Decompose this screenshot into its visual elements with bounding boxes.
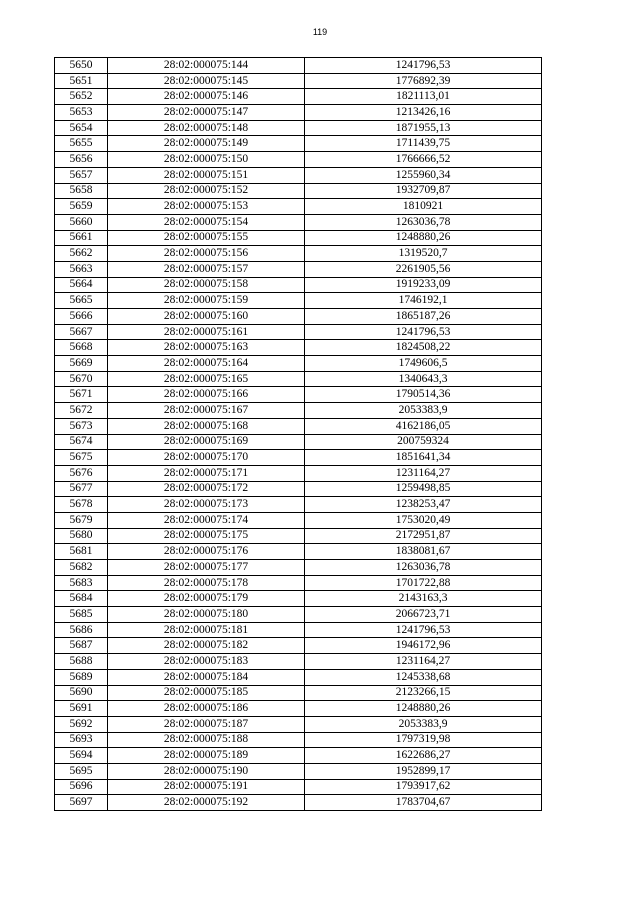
row-number-cell: 5673 bbox=[55, 418, 108, 434]
cadastral-number-cell: 28:02:000075:181 bbox=[108, 622, 305, 638]
table-row bbox=[55, 418, 542, 434]
cadastral-value-cell: 1622686,27 bbox=[305, 748, 542, 764]
cadastral-value-cell: 1824508,22 bbox=[305, 340, 542, 356]
cadastral-value-cell: 1797319,98 bbox=[305, 732, 542, 748]
cadastral-value-cell: 1821113,01 bbox=[305, 89, 542, 105]
cadastral-value-cell: 1241796,53 bbox=[305, 58, 542, 74]
cadastral-number-cell: 28:02:000075:170 bbox=[108, 450, 305, 466]
cadastral-number-cell: 28:02:000075:155 bbox=[108, 230, 305, 246]
table-row bbox=[55, 356, 542, 372]
row-number-cell: 5680 bbox=[55, 528, 108, 544]
cadastral-number-cell: 28:02:000075:171 bbox=[108, 465, 305, 481]
row-number-cell: 5692 bbox=[55, 716, 108, 732]
cadastral-value-cell: 2261905,56 bbox=[305, 261, 542, 277]
row-number-cell: 5661 bbox=[55, 230, 108, 246]
row-number-cell: 5690 bbox=[55, 685, 108, 701]
cadastral-value-cell: 1231164,27 bbox=[305, 654, 542, 670]
row-number-cell: 5674 bbox=[55, 434, 108, 450]
cadastral-number-cell: 28:02:000075:157 bbox=[108, 261, 305, 277]
table-row bbox=[55, 214, 542, 230]
cadastral-number-cell: 28:02:000075:167 bbox=[108, 403, 305, 419]
cadastral-value-cell: 1851641,34 bbox=[305, 450, 542, 466]
row-number-cell: 5653 bbox=[55, 105, 108, 121]
table-row bbox=[55, 622, 542, 638]
table-row bbox=[55, 309, 542, 325]
table-row bbox=[55, 58, 542, 74]
table-row bbox=[55, 167, 542, 183]
cadastral-value-cell: 1213426,16 bbox=[305, 105, 542, 121]
cadastral-value-cell: 1865187,26 bbox=[305, 309, 542, 325]
cadastral-number-cell: 28:02:000075:158 bbox=[108, 277, 305, 293]
table-row bbox=[55, 669, 542, 685]
cadastral-value-table bbox=[54, 57, 542, 811]
row-number-cell: 5651 bbox=[55, 73, 108, 89]
cadastral-value-cell: 1701722,88 bbox=[305, 575, 542, 591]
cadastral-value-cell: 1248880,26 bbox=[305, 230, 542, 246]
cadastral-number-cell: 28:02:000075:179 bbox=[108, 591, 305, 607]
table-row bbox=[55, 277, 542, 293]
row-number-cell: 5662 bbox=[55, 246, 108, 262]
cadastral-number-cell: 28:02:000075:188 bbox=[108, 732, 305, 748]
table-row bbox=[55, 246, 542, 262]
row-number-cell: 5693 bbox=[55, 732, 108, 748]
table-row bbox=[55, 120, 542, 136]
cadastral-number-cell: 28:02:000075:146 bbox=[108, 89, 305, 105]
table-row bbox=[55, 481, 542, 497]
row-number-cell: 5671 bbox=[55, 387, 108, 403]
row-number-cell: 5663 bbox=[55, 261, 108, 277]
table-row bbox=[55, 261, 542, 277]
row-number-cell: 5679 bbox=[55, 512, 108, 528]
row-number-cell: 5689 bbox=[55, 669, 108, 685]
cadastral-value-cell: 1749606,5 bbox=[305, 356, 542, 372]
row-number-cell: 5665 bbox=[55, 293, 108, 309]
row-number-cell: 5669 bbox=[55, 356, 108, 372]
cadastral-number-cell: 28:02:000075:169 bbox=[108, 434, 305, 450]
cadastral-number-cell: 28:02:000075:166 bbox=[108, 387, 305, 403]
table-body bbox=[55, 58, 542, 811]
row-number-cell: 5664 bbox=[55, 277, 108, 293]
row-number-cell: 5686 bbox=[55, 622, 108, 638]
cadastral-value-cell: 1952899,17 bbox=[305, 763, 542, 779]
cadastral-value-cell: 1932709,87 bbox=[305, 183, 542, 199]
row-number-cell: 5697 bbox=[55, 795, 108, 811]
cadastral-number-cell: 28:02:000075:183 bbox=[108, 654, 305, 670]
row-number-cell: 5668 bbox=[55, 340, 108, 356]
cadastral-value-cell: 1810921 bbox=[305, 199, 542, 215]
table-row bbox=[55, 293, 542, 309]
cadastral-value-cell: 2053383,9 bbox=[305, 716, 542, 732]
cadastral-number-cell: 28:02:000075:154 bbox=[108, 214, 305, 230]
table-row bbox=[55, 387, 542, 403]
cadastral-number-cell: 28:02:000075:185 bbox=[108, 685, 305, 701]
row-number-cell: 5659 bbox=[55, 199, 108, 215]
table-row bbox=[55, 371, 542, 387]
cadastral-number-cell: 28:02:000075:184 bbox=[108, 669, 305, 685]
cadastral-value-cell: 1263036,78 bbox=[305, 214, 542, 230]
table-row bbox=[55, 199, 542, 215]
row-number-cell: 5696 bbox=[55, 779, 108, 795]
cadastral-number-cell: 28:02:000075:163 bbox=[108, 340, 305, 356]
cadastral-number-cell: 28:02:000075:151 bbox=[108, 167, 305, 183]
table-row bbox=[55, 544, 542, 560]
row-number-cell: 5666 bbox=[55, 309, 108, 325]
cadastral-value-cell: 1793917,62 bbox=[305, 779, 542, 795]
row-number-cell: 5695 bbox=[55, 763, 108, 779]
table-row bbox=[55, 465, 542, 481]
row-number-cell: 5670 bbox=[55, 371, 108, 387]
cadastral-number-cell: 28:02:000075:175 bbox=[108, 528, 305, 544]
table-row bbox=[55, 732, 542, 748]
cadastral-value-cell: 1753020,49 bbox=[305, 512, 542, 528]
table-row bbox=[55, 748, 542, 764]
cadastral-value-cell: 1255960,34 bbox=[305, 167, 542, 183]
table-row bbox=[55, 716, 542, 732]
cadastral-value-cell: 1241796,53 bbox=[305, 324, 542, 340]
table-row bbox=[55, 450, 542, 466]
cadastral-value-cell: 1746192,1 bbox=[305, 293, 542, 309]
cadastral-number-cell: 28:02:000075:164 bbox=[108, 356, 305, 372]
cadastral-value-cell: 1319520,7 bbox=[305, 246, 542, 262]
cadastral-number-cell: 28:02:000075:192 bbox=[108, 795, 305, 811]
cadastral-number-cell: 28:02:000075:182 bbox=[108, 638, 305, 654]
cadastral-number-cell: 28:02:000075:148 bbox=[108, 120, 305, 136]
row-number-cell: 5656 bbox=[55, 152, 108, 168]
cadastral-value-cell: 1245338,68 bbox=[305, 669, 542, 685]
row-number-cell: 5687 bbox=[55, 638, 108, 654]
table-row bbox=[55, 512, 542, 528]
cadastral-number-cell: 28:02:000075:187 bbox=[108, 716, 305, 732]
table-row bbox=[55, 701, 542, 717]
table-row bbox=[55, 497, 542, 513]
row-number-cell: 5685 bbox=[55, 607, 108, 623]
cadastral-value-cell: 1783704,67 bbox=[305, 795, 542, 811]
cadastral-value-cell: 1946172,96 bbox=[305, 638, 542, 654]
row-number-cell: 5681 bbox=[55, 544, 108, 560]
row-number-cell: 5667 bbox=[55, 324, 108, 340]
cadastral-number-cell: 28:02:000075:174 bbox=[108, 512, 305, 528]
cadastral-number-cell: 28:02:000075:153 bbox=[108, 199, 305, 215]
row-number-cell: 5657 bbox=[55, 167, 108, 183]
row-number-cell: 5676 bbox=[55, 465, 108, 481]
row-number-cell: 5655 bbox=[55, 136, 108, 152]
table-row bbox=[55, 136, 542, 152]
cadastral-number-cell: 28:02:000075:172 bbox=[108, 481, 305, 497]
cadastral-value-cell: 1263036,78 bbox=[305, 560, 542, 576]
cadastral-number-cell: 28:02:000075:160 bbox=[108, 309, 305, 325]
cadastral-number-cell: 28:02:000075:150 bbox=[108, 152, 305, 168]
table-row bbox=[55, 324, 542, 340]
row-number-cell: 5672 bbox=[55, 403, 108, 419]
cadastral-number-cell: 28:02:000075:161 bbox=[108, 324, 305, 340]
table-row bbox=[55, 575, 542, 591]
cadastral-value-cell: 1340643,3 bbox=[305, 371, 542, 387]
row-number-cell: 5694 bbox=[55, 748, 108, 764]
cadastral-number-cell: 28:02:000075:176 bbox=[108, 544, 305, 560]
cadastral-value-cell: 1838081,67 bbox=[305, 544, 542, 560]
cadastral-number-cell: 28:02:000075:178 bbox=[108, 575, 305, 591]
cadastral-value-cell: 1231164,27 bbox=[305, 465, 542, 481]
cadastral-number-cell: 28:02:000075:189 bbox=[108, 748, 305, 764]
row-number-cell: 5684 bbox=[55, 591, 108, 607]
row-number-cell: 5652 bbox=[55, 89, 108, 105]
row-number-cell: 5677 bbox=[55, 481, 108, 497]
cadastral-value-cell: 1871955,13 bbox=[305, 120, 542, 136]
cadastral-number-cell: 28:02:000075:180 bbox=[108, 607, 305, 623]
table-row bbox=[55, 685, 542, 701]
table-row bbox=[55, 591, 542, 607]
table-row bbox=[55, 230, 542, 246]
cadastral-number-cell: 28:02:000075:145 bbox=[108, 73, 305, 89]
cadastral-value-cell: 1776892,39 bbox=[305, 73, 542, 89]
cadastral-value-cell: 1259498,85 bbox=[305, 481, 542, 497]
cadastral-value-cell: 2172951,87 bbox=[305, 528, 542, 544]
cadastral-value-cell: 2143163,3 bbox=[305, 591, 542, 607]
table-row bbox=[55, 340, 542, 356]
cadastral-value-cell: 2053383,9 bbox=[305, 403, 542, 419]
row-number-cell: 5675 bbox=[55, 450, 108, 466]
cadastral-value-cell: 1711439,75 bbox=[305, 136, 542, 152]
cadastral-number-cell: 28:02:000075:190 bbox=[108, 763, 305, 779]
table-row bbox=[55, 763, 542, 779]
row-number-cell: 5683 bbox=[55, 575, 108, 591]
cadastral-number-cell: 28:02:000075:191 bbox=[108, 779, 305, 795]
cadastral-value-cell: 1238253,47 bbox=[305, 497, 542, 513]
cadastral-value-cell: 2123266,15 bbox=[305, 685, 542, 701]
row-number-cell: 5682 bbox=[55, 560, 108, 576]
table-row bbox=[55, 105, 542, 121]
row-number-cell: 5678 bbox=[55, 497, 108, 513]
cadastral-value-cell: 200759324 bbox=[305, 434, 542, 450]
table-row bbox=[55, 89, 542, 105]
table-row bbox=[55, 434, 542, 450]
row-number-cell: 5658 bbox=[55, 183, 108, 199]
table-row bbox=[55, 152, 542, 168]
row-number-cell: 5650 bbox=[55, 58, 108, 74]
cadastral-number-cell: 28:02:000075:149 bbox=[108, 136, 305, 152]
table-row bbox=[55, 560, 542, 576]
table-row bbox=[55, 654, 542, 670]
row-number-cell: 5691 bbox=[55, 701, 108, 717]
table-row bbox=[55, 73, 542, 89]
cadastral-value-cell: 1248880,26 bbox=[305, 701, 542, 717]
table-row bbox=[55, 779, 542, 795]
row-number-cell: 5660 bbox=[55, 214, 108, 230]
row-number-cell: 5688 bbox=[55, 654, 108, 670]
table-row bbox=[55, 607, 542, 623]
cadastral-value-cell: 1241796,53 bbox=[305, 622, 542, 638]
page-number: 119 bbox=[312, 27, 328, 37]
cadastral-number-cell: 28:02:000075:186 bbox=[108, 701, 305, 717]
cadastral-value-cell: 2066723,71 bbox=[305, 607, 542, 623]
cadastral-value-cell: 1766666,52 bbox=[305, 152, 542, 168]
cadastral-value-cell: 1919233,09 bbox=[305, 277, 542, 293]
cadastral-number-cell: 28:02:000075:177 bbox=[108, 560, 305, 576]
cadastral-number-cell: 28:02:000075:156 bbox=[108, 246, 305, 262]
table-row bbox=[55, 795, 542, 811]
cadastral-number-cell: 28:02:000075:152 bbox=[108, 183, 305, 199]
cadastral-number-cell: 28:02:000075:159 bbox=[108, 293, 305, 309]
cadastral-number-cell: 28:02:000075:165 bbox=[108, 371, 305, 387]
cadastral-number-cell: 28:02:000075:168 bbox=[108, 418, 305, 434]
cadastral-number-cell: 28:02:000075:173 bbox=[108, 497, 305, 513]
table-row bbox=[55, 403, 542, 419]
row-number-cell: 5654 bbox=[55, 120, 108, 136]
table-row bbox=[55, 528, 542, 544]
cadastral-value-cell: 1790514,36 bbox=[305, 387, 542, 403]
cadastral-number-cell: 28:02:000075:144 bbox=[108, 58, 305, 74]
table-row bbox=[55, 183, 542, 199]
cadastral-number-cell: 28:02:000075:147 bbox=[108, 105, 305, 121]
cadastral-value-cell: 4162186,05 bbox=[305, 418, 542, 434]
table-row bbox=[55, 638, 542, 654]
